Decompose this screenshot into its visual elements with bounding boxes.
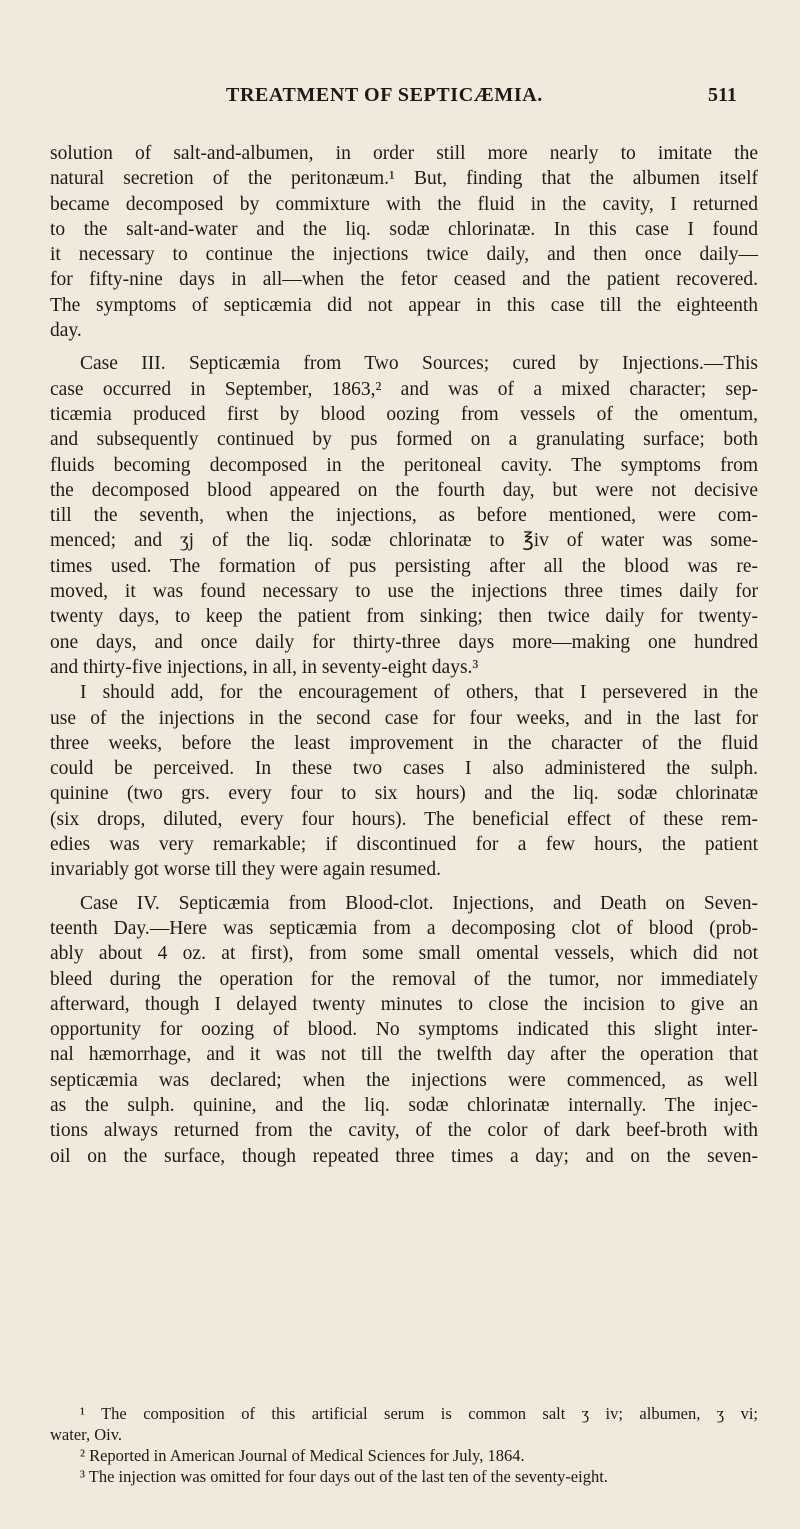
text-line: afterward, though I delayed twenty minutes to close the incision to give an [50, 993, 758, 1015]
text-line: times used. The formation of pus persisting after all the blood was re- [50, 555, 758, 577]
text-line: edies was very remarkable; if discontinued for a few hours, the patient [50, 834, 758, 856]
text-line: bleed during the operation for the removal of the tumor, nor immediately [50, 968, 758, 990]
footnotes [50, 1403, 758, 1487]
text-line: ably about 4 oz. at first), from some small omental vessels, which did not [50, 943, 758, 965]
text-line: Case IV. Septicæmia from Blood-clot. Injections, and Death on Seven- [80, 892, 758, 914]
text-line: became decomposed by commixture with the fluid in the cavity, I returned [50, 193, 758, 215]
text-line: (six drops, diluted, every four hours). The beneficial effect of these rem- [50, 808, 758, 830]
running-head [0, 84, 800, 114]
text-line: and thirty-five injections, in all, in seventy-eight days.³ [50, 656, 479, 678]
text-line: teenth Day.—Here was septicæmia from a decomposing clot of blood (prob- [50, 917, 758, 939]
text-line: ticæmia produced first by blood oozing from vessels of the omentum, [50, 403, 758, 425]
text-line: opportunity for oozing of blood. No symptoms indicated this slight inter- [50, 1019, 758, 1041]
footnote-line: ² Reported in American Journal of Medical Sciences for July, 1864. [80, 1446, 525, 1465]
text-line: three weeks, before the least improvement in the character of the fluid [50, 732, 758, 754]
footnote-line: water, Oiv. [50, 1425, 123, 1444]
text-line: nal hæmorrhage, and it was not till the twelfth day after the operation that [50, 1044, 758, 1066]
text-line: septicæmia was declared; when the injections were commenced, as well [50, 1069, 758, 1091]
page-number: 511 [708, 84, 737, 106]
text-line: till the seventh, when the injections, as before mentioned, were com- [50, 505, 758, 527]
text-line: as the sulph. quinine, and the liq. sodæ chlorinatæ internally. The injec- [50, 1094, 758, 1116]
text-line: case occurred in September, 1863,² and was of a mixed character; sep- [50, 378, 758, 400]
text-line: fluids becoming decomposed in the peritoneal cavity. The symptoms from [50, 454, 758, 476]
text-line: to the salt-and-water and the liq. sodæ chlorinatæ. In this case I found [50, 218, 758, 240]
text-line: it necessary to continue the injections twice daily, and then once daily— [50, 244, 758, 266]
text-line: use of the injections in the second case for four weeks, and in the last for [50, 707, 758, 729]
footnote-line: ¹ The composition of this artificial serum is common salt ʒ iv; albumen, ʒ vi; [80, 1404, 758, 1423]
text-line: natural secretion of the peritonæum.¹ But, finding that the albumen itself [50, 168, 758, 190]
text-line: could be perceived. In these two cases I also administered the sulph. [50, 758, 758, 780]
text-line: menced; and ʒj of the liq. sodæ chlorinatæ to ℥iv of water was some- [50, 530, 758, 552]
text-line: oil on the surface, though repeated three times a day; and on the seven- [50, 1145, 758, 1167]
text-line: Case III. Septicæmia from Two Sources; cured by Injections.—This [80, 353, 758, 375]
text-line: I should add, for the encouragement of others, that I persevered in the [80, 682, 758, 704]
text-line: day. [50, 320, 82, 342]
paragraph-gap [50, 883, 758, 891]
text-line: quinine (two grs. every four to six hours) and the liq. sodæ chlorinatæ [50, 783, 758, 805]
text-line: moved, it was found necessary to use the injections three times daily for [50, 581, 758, 603]
paragraph-gap [50, 343, 758, 351]
text-line: tions always returned from the cavity, of the color of dark beef-broth with [50, 1120, 758, 1142]
text-line: one days, and once daily for thirty-three days more—making one hundred [50, 631, 758, 653]
text-line: and subsequently continued by pus formed on a granulating surface; both [50, 429, 758, 451]
running-head-title: TREATMENT OF SEPTICÆMIA. [226, 84, 543, 106]
body-text [50, 141, 758, 1169]
text-line: the decomposed blood appeared on the fourth day, but were not decisive [50, 479, 758, 501]
text-line: twenty days, to keep the patient from sinking; then twice daily for twenty- [50, 606, 758, 628]
text-line: invariably got worse till they were again resumed. [50, 859, 441, 881]
text-line: for fifty-nine days in all—when the fetor ceased and the patient recovered. [50, 269, 758, 291]
footnote-line: ³ The injection was omitted for four days out of the last ten of the seventy-eight. [80, 1467, 608, 1486]
text-line: solution of salt-and-albumen, in order still more nearly to imitate the [50, 143, 758, 164]
text-line: The symptoms of septicæmia did not appear in this case till the eighteenth [50, 294, 758, 316]
